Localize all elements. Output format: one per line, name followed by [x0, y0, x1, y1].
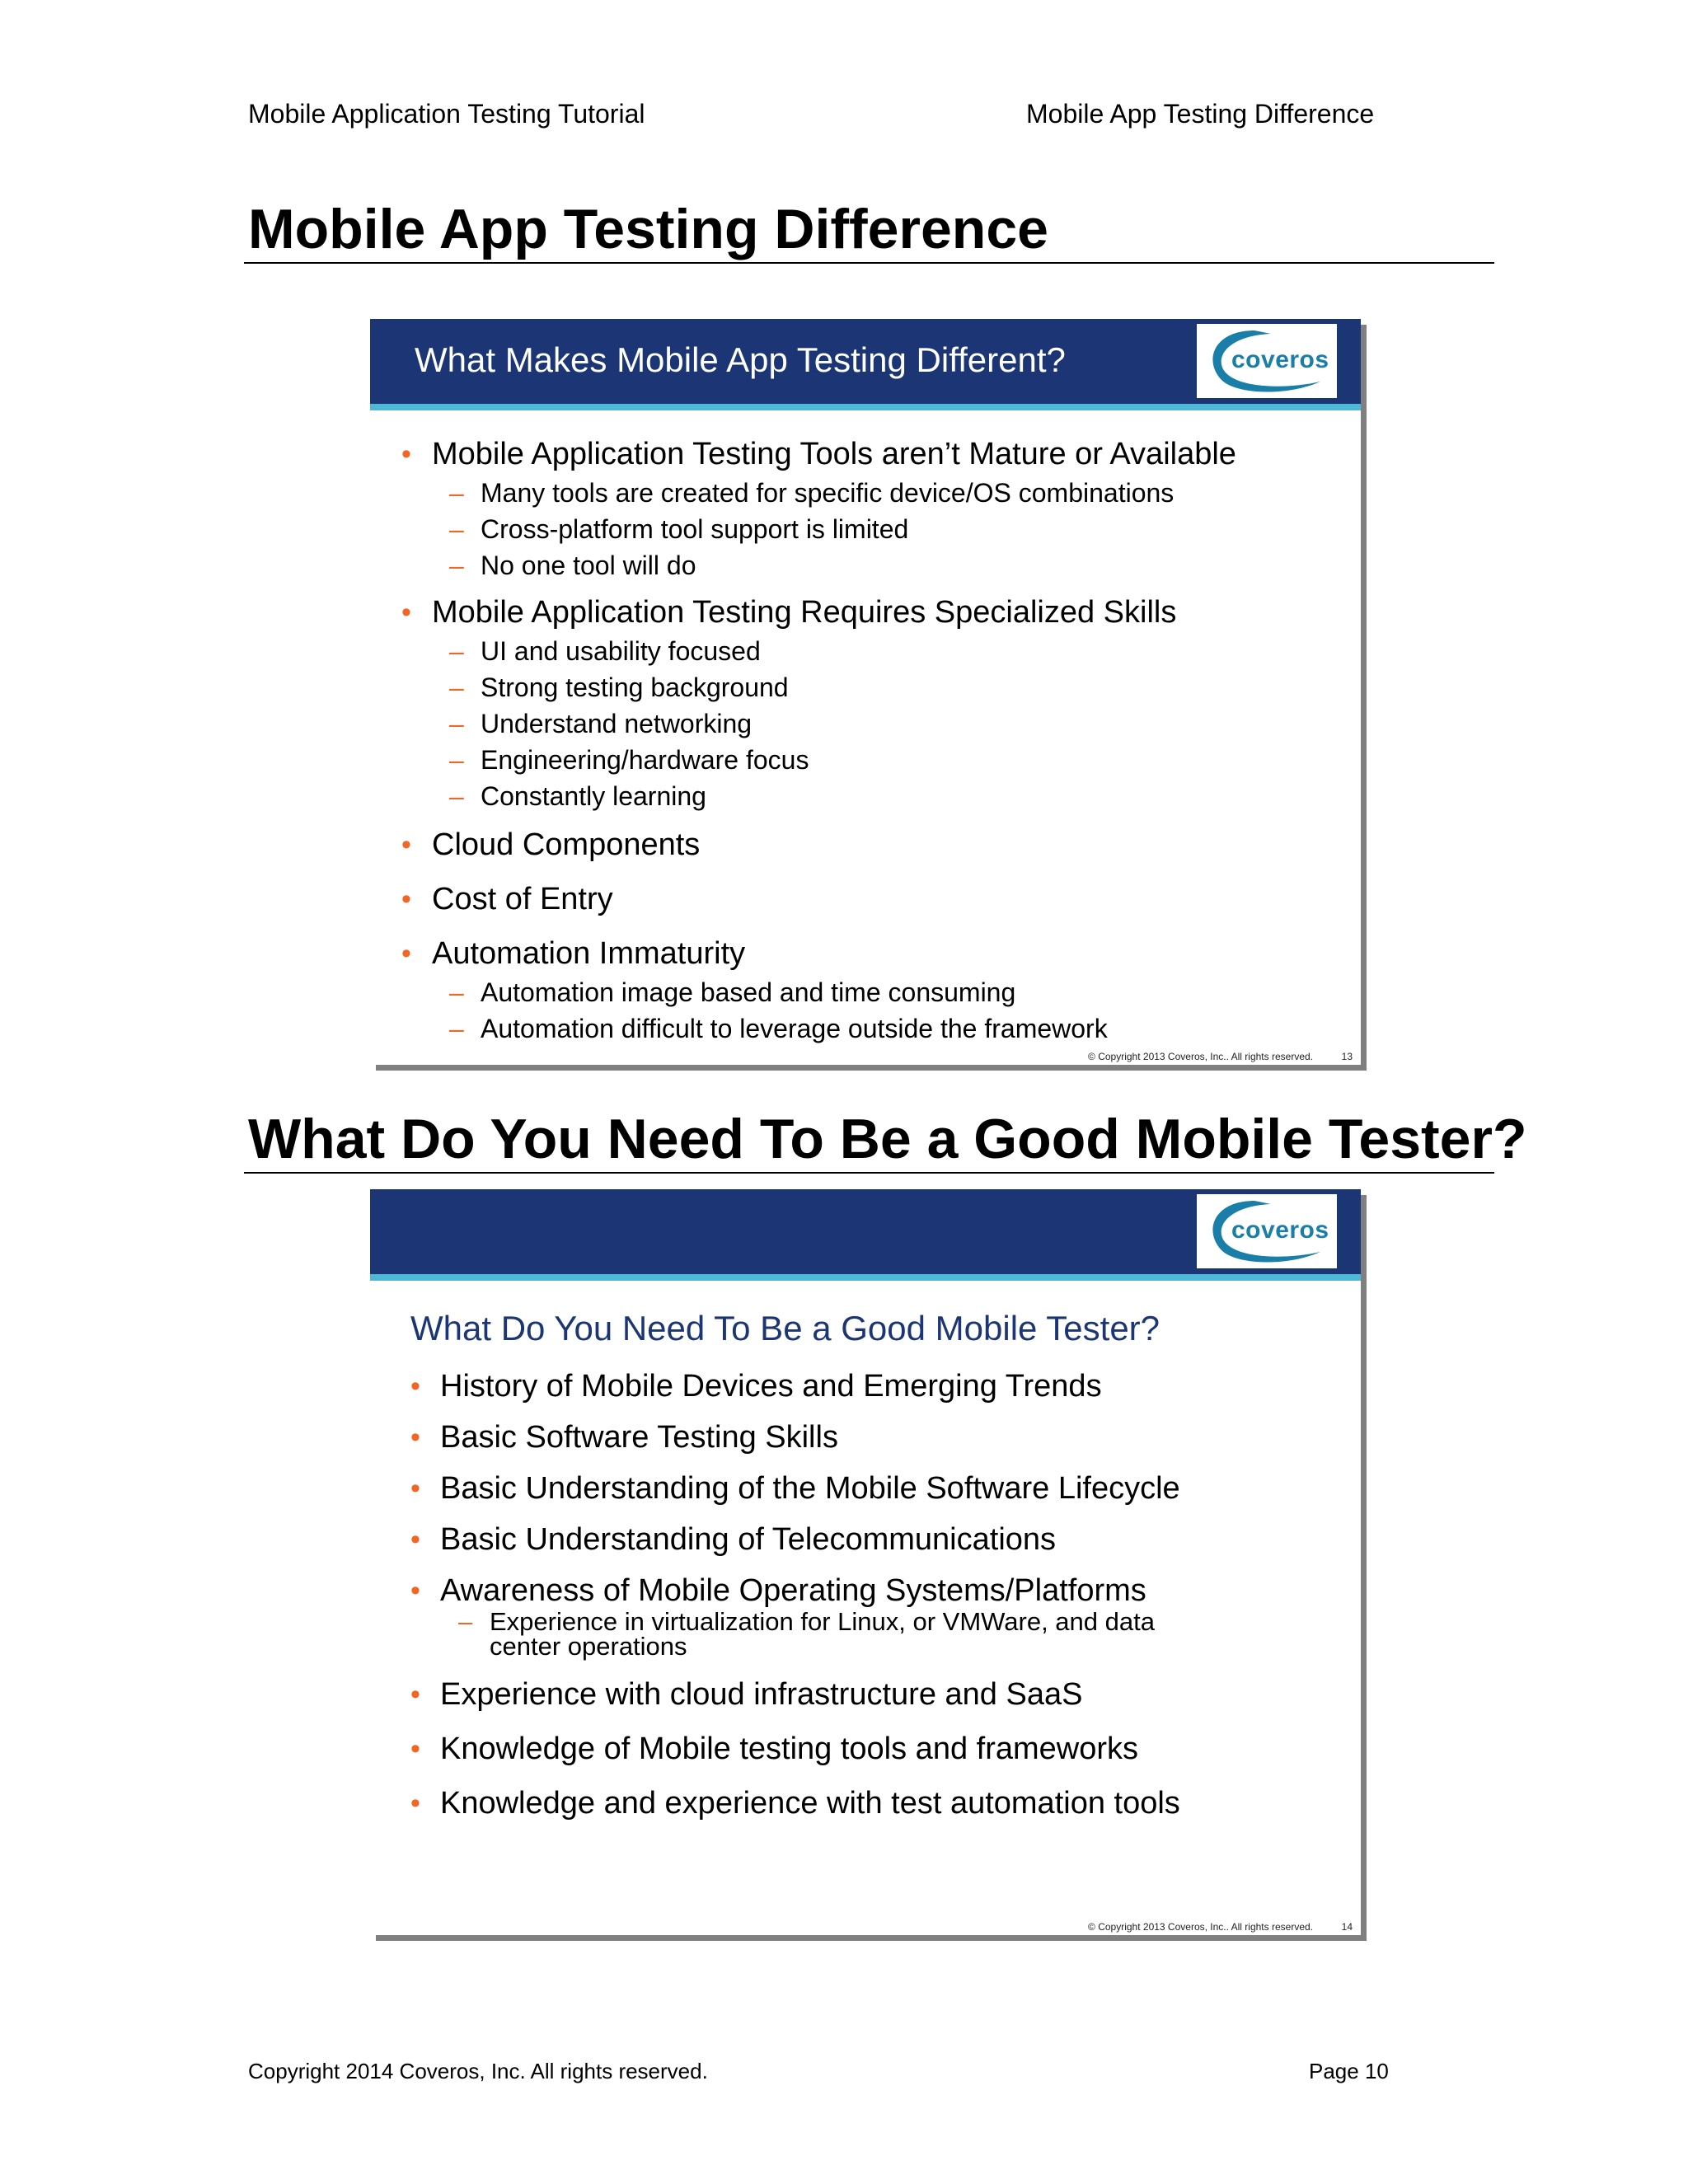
bullet-text: Cloud Components — [432, 827, 701, 862]
bullet-item — [370, 1521, 1361, 1558]
bullet-text: Knowledge and experience with test automation tools — [440, 1786, 1180, 1821]
bullet-dot-icon: • — [401, 597, 411, 628]
sub-bullet-item — [370, 705, 1361, 742]
sub-bullet-item — [370, 974, 1361, 1010]
bullet-item — [370, 935, 1361, 972]
slide-content — [370, 1367, 1361, 1822]
page-footer-copyright: Copyright 2014 Coveros, Inc. All rights reserved. — [248, 2059, 708, 2083]
slide-13 — [370, 319, 1361, 1065]
bullet-item — [370, 593, 1361, 631]
sub-bullet-text: Cross-platform tool support is limited — [481, 514, 909, 544]
bullet-item — [370, 880, 1361, 918]
sub-bullet-text: Many tools are created for specific device/OS combinations — [481, 478, 1175, 508]
bullet-item — [370, 1572, 1361, 1610]
bullet-text: Mobile Application Testing Tools aren’t Mature or Available — [432, 437, 1236, 471]
bullet-item — [370, 435, 1361, 473]
sub-bullet-item — [370, 742, 1361, 778]
slide-copyright: © Copyright 2013 Coveros, Inc.. All rights reserved. — [1088, 1921, 1313, 1933]
bullet-item — [370, 1469, 1361, 1507]
slide-page-number: 14 — [1341, 1921, 1353, 1933]
slide-copyright: © Copyright 2013 Coveros, Inc.. All rights reserved. — [1088, 1051, 1313, 1062]
bullet-dot-icon: • — [410, 1788, 420, 1819]
section-divider — [244, 262, 1494, 264]
sub-bullet-text: Automation image based and time consuming — [481, 977, 1016, 1007]
coveros-logo — [1197, 324, 1337, 398]
bullet-dot-icon: • — [410, 1371, 420, 1402]
bullet-text: Mobile Application Testing Requires Specialized Skills — [432, 595, 1177, 630]
dash-icon: – — [449, 551, 464, 580]
bullet-text: Automation Immaturity — [432, 936, 746, 971]
sub-bullet-item — [370, 511, 1361, 547]
bullet-item — [370, 1730, 1361, 1768]
sub-bullet-item — [370, 633, 1361, 669]
bullet-text: Knowledge of Mobile testing tools and frameworks — [440, 1732, 1139, 1766]
bullet-dot-icon: • — [401, 938, 411, 969]
logo-text: coveros — [1231, 1216, 1329, 1244]
slide-banner — [370, 1189, 1361, 1281]
bullet-dot-icon: • — [410, 1733, 420, 1765]
bullet-text: Awareness of Mobile Operating Systems/Platforms — [440, 1573, 1146, 1608]
slide-page-number: 13 — [1341, 1051, 1353, 1062]
dash-icon: – — [449, 673, 464, 702]
bullet-text: Cost of Entry — [432, 882, 613, 916]
dash-icon: – — [449, 781, 464, 811]
section-title: Mobile App Testing Difference — [248, 198, 1048, 260]
bullet-dot-icon: • — [410, 1679, 420, 1710]
sub-bullet-text: Engineering/hardware focus — [481, 745, 809, 775]
slide-subtitle: What Do You Need To Be a Good Mobile Tester? — [410, 1309, 1160, 1347]
coveros-logo — [1197, 1194, 1337, 1268]
bullet-dot-icon: • — [401, 829, 411, 860]
sub-bullet-item — [370, 475, 1361, 511]
page-footer-number: Page 10 — [1309, 2059, 1389, 2083]
bullet-item — [370, 1367, 1361, 1405]
bullet-item — [370, 1784, 1361, 1822]
dash-icon: – — [458, 1607, 473, 1636]
bullet-dot-icon: • — [410, 1422, 420, 1453]
dash-icon: – — [449, 745, 464, 775]
sub-bullet-item — [370, 547, 1361, 583]
bullet-text: Basic Understanding of the Mobile Software Lifecycle — [440, 1471, 1180, 1506]
bullet-dot-icon: • — [401, 883, 411, 915]
dash-icon: – — [449, 977, 464, 1007]
page-header-right: Mobile App Testing Difference — [1026, 99, 1375, 129]
dash-icon: – — [449, 478, 464, 508]
sub-bullet-item — [370, 778, 1361, 814]
sub-bullet-text: Strong testing background — [481, 673, 789, 702]
sub-bullet-text: Automation difficult to leverage outside the framework — [481, 1014, 1108, 1043]
bullet-dot-icon: • — [410, 1575, 420, 1606]
logo-text: coveros — [1231, 346, 1329, 373]
section-divider — [244, 1172, 1494, 1174]
sub-bullet-text: No one tool will do — [481, 551, 696, 580]
dash-icon: – — [449, 709, 464, 738]
slide-banner — [370, 319, 1361, 410]
bullet-text: Basic Understanding of Telecommunications — [440, 1522, 1057, 1557]
dash-icon: – — [449, 636, 464, 666]
sub-bullet-text: UI and usability focused — [481, 636, 761, 666]
bullet-dot-icon: • — [410, 1473, 420, 1504]
slide-content — [370, 435, 1361, 1047]
dash-icon: – — [449, 1014, 464, 1043]
sub-bullet-text: Experience in virtualization for Linux, or VMWare, and data center operations — [490, 1607, 1155, 1661]
sub-bullet-item — [370, 669, 1361, 705]
section-title: What Do You Need To Be a Good Mobile Tester? — [248, 1108, 1527, 1170]
bullet-text: Basic Software Testing Skills — [440, 1420, 838, 1455]
sub-bullet-text: Understand networking — [481, 709, 753, 738]
bullet-dot-icon: • — [401, 438, 411, 470]
bullet-item — [370, 1418, 1361, 1456]
sub-bullet-item — [370, 1010, 1361, 1047]
page-header-left: Mobile Application Testing Tutorial — [248, 99, 645, 129]
bullet-text: Experience with cloud infrastructure and SaaS — [440, 1677, 1083, 1712]
bullet-item — [370, 1675, 1361, 1713]
bullet-item — [370, 826, 1361, 864]
slide-title: What Makes Mobile App Testing Different? — [415, 340, 1066, 379]
sub-bullet-text: Constantly learning — [481, 781, 706, 811]
bullet-dot-icon: • — [410, 1524, 420, 1555]
sub-bullet-item — [370, 1607, 1231, 1661]
dash-icon: – — [449, 514, 464, 544]
slide-14 — [370, 1189, 1361, 1935]
bullet-text: History of Mobile Devices and Emerging Trends — [440, 1369, 1102, 1404]
